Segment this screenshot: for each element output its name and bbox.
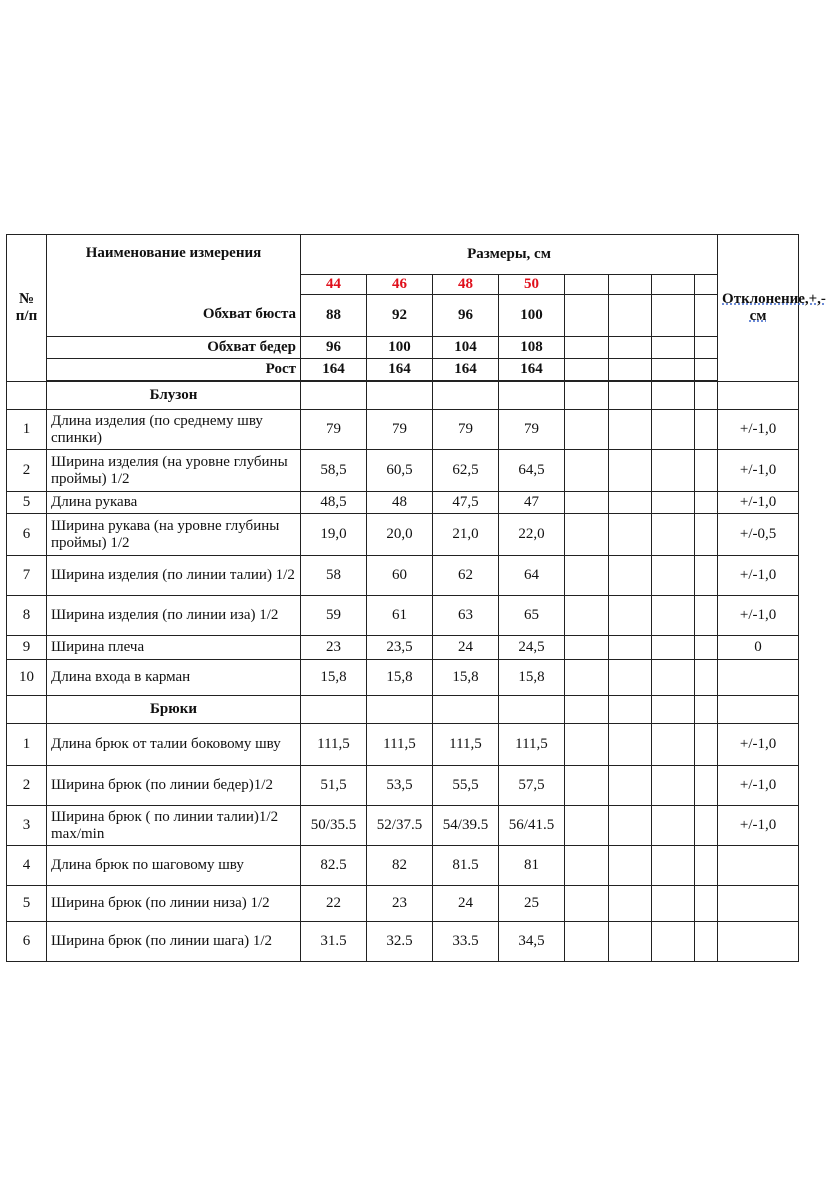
- table-row: [7, 410, 799, 450]
- deviation-value: +/-1,0: [718, 556, 799, 596]
- row-number: 5: [7, 492, 47, 514]
- deviation-value: +/-1,0: [718, 596, 799, 636]
- size-50: 50: [499, 275, 565, 295]
- measurement-name: Ширина брюк (по линии низа) 1/2: [47, 886, 301, 922]
- size-value: 82: [367, 846, 433, 886]
- hips-label: Обхват бедер: [47, 337, 301, 359]
- header-row-hips: [7, 337, 799, 359]
- empty-cell: [609, 696, 652, 724]
- size-value: 23,5: [367, 636, 433, 660]
- table-row: [7, 450, 799, 492]
- empty-cell: [565, 696, 609, 724]
- size-value: 24: [433, 886, 499, 922]
- table-row: [7, 766, 799, 806]
- table-row: [7, 922, 799, 962]
- empty-cell: [652, 846, 695, 886]
- row-number: 2: [7, 766, 47, 806]
- empty-size-cell: [652, 275, 695, 295]
- table-row: [7, 556, 799, 596]
- empty-cell: [652, 514, 695, 556]
- empty-cell: [565, 410, 609, 450]
- measurement-name: Длина входа в карман: [47, 660, 301, 696]
- deviation-label: Отклонение,+,-см: [722, 291, 826, 324]
- empty-size-cell: [695, 275, 718, 295]
- empty-cell: [652, 696, 695, 724]
- size-value: 22: [301, 886, 367, 922]
- size-value: 79: [433, 410, 499, 450]
- empty-cell: [695, 636, 718, 660]
- row-number: 6: [7, 514, 47, 556]
- size-value: 51,5: [301, 766, 367, 806]
- size-value: 57,5: [499, 766, 565, 806]
- empty-cell: [565, 886, 609, 922]
- size-value: 34,5: [499, 922, 565, 962]
- deviation-value: [718, 922, 799, 962]
- size-value: 53,5: [367, 766, 433, 806]
- empty-cell: [565, 295, 609, 337]
- row-number: 3: [7, 806, 47, 846]
- empty-cell: [652, 492, 695, 514]
- row-number: 1: [7, 724, 47, 766]
- empty-cell: [565, 724, 609, 766]
- deviation-value: [718, 846, 799, 886]
- empty-cell: [652, 359, 695, 381]
- section-title: Блузон: [47, 382, 301, 410]
- empty-cell: [609, 450, 652, 492]
- size-value: 59: [301, 596, 367, 636]
- size-value: 64,5: [499, 450, 565, 492]
- height-value: 164: [301, 359, 367, 381]
- empty-cell: [565, 556, 609, 596]
- table-row: [7, 660, 799, 696]
- row-number: 6: [7, 922, 47, 962]
- size-value: 62,5: [433, 450, 499, 492]
- column-header-sizes: Размеры, см: [301, 235, 718, 275]
- empty-cell: [609, 382, 652, 410]
- empty-cell: [609, 337, 652, 359]
- empty-cell: [7, 696, 47, 724]
- empty-cell: [652, 596, 695, 636]
- size-value: 15,8: [433, 660, 499, 696]
- empty-cell: [609, 636, 652, 660]
- empty-cell: [367, 696, 433, 724]
- size-value: 15,8: [367, 660, 433, 696]
- empty-cell: [609, 359, 652, 381]
- deviation-value: +/-1,0: [718, 724, 799, 766]
- deviation-value: +/-1,0: [718, 806, 799, 846]
- empty-cell: [499, 382, 565, 410]
- hips-value: 104: [433, 337, 499, 359]
- measurement-name: Длина рукава: [47, 492, 301, 514]
- row-number: 9: [7, 636, 47, 660]
- size-value: 81: [499, 846, 565, 886]
- size-44: 44: [301, 275, 367, 295]
- size-value: 23: [367, 886, 433, 922]
- empty-cell: [565, 492, 609, 514]
- empty-cell: [609, 410, 652, 450]
- size-value: 31.5: [301, 922, 367, 962]
- column-header-deviation: [718, 235, 826, 382]
- empty-cell: [695, 922, 718, 962]
- empty-cell: [695, 514, 718, 556]
- size-value: 81.5: [433, 846, 499, 886]
- empty-cell: [609, 724, 652, 766]
- empty-size-cell: [565, 275, 609, 295]
- size-value: 58: [301, 556, 367, 596]
- empty-cell: [652, 806, 695, 846]
- empty-cell: [367, 382, 433, 410]
- measurement-name: Ширина изделия (по линии иза) 1/2: [47, 596, 301, 636]
- empty-cell: [565, 922, 609, 962]
- empty-cell: [695, 696, 718, 724]
- empty-cell: [652, 766, 695, 806]
- empty-cell: [565, 382, 609, 410]
- empty-cell: [609, 295, 652, 337]
- size-value: 56/41.5: [499, 806, 565, 846]
- deviation-value: +/-0,5: [718, 514, 799, 556]
- empty-cell: [565, 337, 609, 359]
- row-number: 7: [7, 556, 47, 596]
- measurement-name: Длина брюк по шаговому шву: [47, 846, 301, 886]
- empty-cell: [718, 696, 799, 724]
- column-header-name: [47, 235, 301, 337]
- empty-cell: [565, 450, 609, 492]
- table-row: [7, 514, 799, 556]
- measurement-name: Длина изделия (по среднему шву спинки): [47, 410, 301, 450]
- size-value: 79: [499, 410, 565, 450]
- size-value: 60,5: [367, 450, 433, 492]
- empty-cell: [718, 382, 799, 410]
- deviation-value: +/-1,0: [718, 410, 799, 450]
- empty-cell: [565, 514, 609, 556]
- empty-cell: [652, 922, 695, 962]
- header-row-title: [7, 235, 799, 275]
- empty-cell: [652, 410, 695, 450]
- row-number: 4: [7, 846, 47, 886]
- size-value: 50/35.5: [301, 806, 367, 846]
- deviation-value: +/-1,0: [718, 766, 799, 806]
- size-value: 20,0: [367, 514, 433, 556]
- empty-cell: [433, 382, 499, 410]
- measurement-name: Ширина брюк ( по линии талии)1/2 max/min: [47, 806, 301, 846]
- size-value: 48,5: [301, 492, 367, 514]
- height-value: 164: [367, 359, 433, 381]
- size-value: 64: [499, 556, 565, 596]
- size-48: 48: [433, 275, 499, 295]
- empty-cell: [7, 382, 47, 410]
- column-header-number: № п/п: [7, 235, 47, 382]
- empty-cell: [695, 886, 718, 922]
- size-value: 79: [367, 410, 433, 450]
- empty-cell: [695, 596, 718, 636]
- empty-cell: [695, 410, 718, 450]
- bust-value: 100: [499, 295, 565, 337]
- empty-cell: [695, 660, 718, 696]
- empty-cell: [695, 556, 718, 596]
- bust-value: 96: [433, 295, 499, 337]
- size-value: 24: [433, 636, 499, 660]
- header-row-height: [7, 359, 799, 381]
- measurement-name: Ширина брюк (по линии бедер)1/2: [47, 766, 301, 806]
- bust-value: 88: [301, 295, 367, 337]
- size-value: 61: [367, 596, 433, 636]
- size-value: 47,5: [433, 492, 499, 514]
- table-row: [7, 846, 799, 886]
- size-value: 15,8: [499, 660, 565, 696]
- empty-cell: [609, 660, 652, 696]
- size-value: 21,0: [433, 514, 499, 556]
- empty-cell: [652, 660, 695, 696]
- deviation-value: [718, 660, 799, 696]
- empty-cell: [609, 492, 652, 514]
- size-value: 79: [301, 410, 367, 450]
- size-value: 24,5: [499, 636, 565, 660]
- empty-cell: [695, 766, 718, 806]
- size-value: 33.5: [433, 922, 499, 962]
- empty-cell: [565, 359, 609, 381]
- size-46: 46: [367, 275, 433, 295]
- deviation-value: +/-1,0: [718, 450, 799, 492]
- size-value: 15,8: [301, 660, 367, 696]
- empty-cell: [565, 846, 609, 886]
- size-value: 111,5: [499, 724, 565, 766]
- measurement-name: Ширина рукава (на уровне глубины проймы) 1/2: [47, 514, 301, 556]
- table-row: [7, 806, 799, 846]
- empty-cell: [609, 886, 652, 922]
- empty-cell: [609, 766, 652, 806]
- empty-cell: [565, 660, 609, 696]
- row-number: 1: [7, 410, 47, 450]
- hips-value: 108: [499, 337, 565, 359]
- measurement-name-title: Наименование измерения: [85, 245, 262, 261]
- empty-cell: [565, 806, 609, 846]
- empty-cell: [652, 886, 695, 922]
- empty-cell: [301, 696, 367, 724]
- empty-cell: [652, 724, 695, 766]
- empty-cell: [609, 846, 652, 886]
- measurement-name: Длина брюк от талии боковому шву: [47, 724, 301, 766]
- measurement-name: Ширина изделия (по линии талии) 1/2: [47, 556, 301, 596]
- empty-cell: [652, 636, 695, 660]
- size-value: 111,5: [433, 724, 499, 766]
- section-title: Брюки: [47, 696, 301, 724]
- size-value: 62: [433, 556, 499, 596]
- size-value: 23: [301, 636, 367, 660]
- size-value: 55,5: [433, 766, 499, 806]
- empty-cell: [609, 922, 652, 962]
- empty-cell: [652, 295, 695, 337]
- bust-value: 92: [367, 295, 433, 337]
- size-value: 58,5: [301, 450, 367, 492]
- empty-cell: [609, 514, 652, 556]
- empty-cell: [695, 359, 718, 381]
- measurement-name: Ширина изделия (на уровне глубины проймы) 1/2: [47, 450, 301, 492]
- height-label: Рост: [47, 359, 301, 381]
- size-value: 82.5: [301, 846, 367, 886]
- section-title-row: [7, 696, 799, 724]
- size-value: 48: [367, 492, 433, 514]
- table-row: [7, 636, 799, 660]
- hips-value: 96: [301, 337, 367, 359]
- measurement-name: Ширина плеча: [47, 636, 301, 660]
- empty-cell: [652, 337, 695, 359]
- empty-cell: [565, 636, 609, 660]
- empty-cell: [609, 806, 652, 846]
- size-value: 19,0: [301, 514, 367, 556]
- section-title-row: [7, 382, 799, 410]
- empty-cell: [695, 806, 718, 846]
- empty-cell: [301, 382, 367, 410]
- empty-cell: [695, 846, 718, 886]
- empty-cell: [652, 382, 695, 410]
- empty-cell: [695, 295, 718, 337]
- deviation-value: [718, 886, 799, 922]
- table-row: [7, 886, 799, 922]
- size-value: 52/37.5: [367, 806, 433, 846]
- size-value: 111,5: [301, 724, 367, 766]
- empty-cell: [695, 492, 718, 514]
- size-value: 111,5: [367, 724, 433, 766]
- size-chart-table: [6, 234, 826, 962]
- empty-cell: [652, 556, 695, 596]
- measurement-name: Ширина брюк (по линии шага) 1/2: [47, 922, 301, 962]
- table-row: [7, 724, 799, 766]
- height-value: 164: [499, 359, 565, 381]
- empty-cell: [609, 596, 652, 636]
- empty-cell: [652, 450, 695, 492]
- deviation-value: 0: [718, 636, 799, 660]
- empty-cell: [695, 337, 718, 359]
- size-value: 25: [499, 886, 565, 922]
- row-number: 10: [7, 660, 47, 696]
- empty-cell: [565, 766, 609, 806]
- empty-cell: [433, 696, 499, 724]
- empty-cell: [695, 450, 718, 492]
- height-value: 164: [433, 359, 499, 381]
- size-value: 63: [433, 596, 499, 636]
- size-value: 60: [367, 556, 433, 596]
- size-value: 22,0: [499, 514, 565, 556]
- size-value: 54/39.5: [433, 806, 499, 846]
- sections-body: [7, 382, 799, 962]
- table-row: [7, 596, 799, 636]
- empty-cell: [609, 556, 652, 596]
- empty-cell: [565, 596, 609, 636]
- size-value: 47: [499, 492, 565, 514]
- row-number: 5: [7, 886, 47, 922]
- row-number: 2: [7, 450, 47, 492]
- bust-label: Обхват бюста: [202, 306, 296, 322]
- size-value: 32.5: [367, 922, 433, 962]
- empty-size-cell: [609, 275, 652, 295]
- deviation-value: +/-1,0: [718, 492, 799, 514]
- row-number: 8: [7, 596, 47, 636]
- empty-cell: [499, 696, 565, 724]
- empty-cell: [695, 382, 718, 410]
- table-row: [7, 492, 799, 514]
- size-value: 65: [499, 596, 565, 636]
- hips-value: 100: [367, 337, 433, 359]
- empty-cell: [695, 724, 718, 766]
